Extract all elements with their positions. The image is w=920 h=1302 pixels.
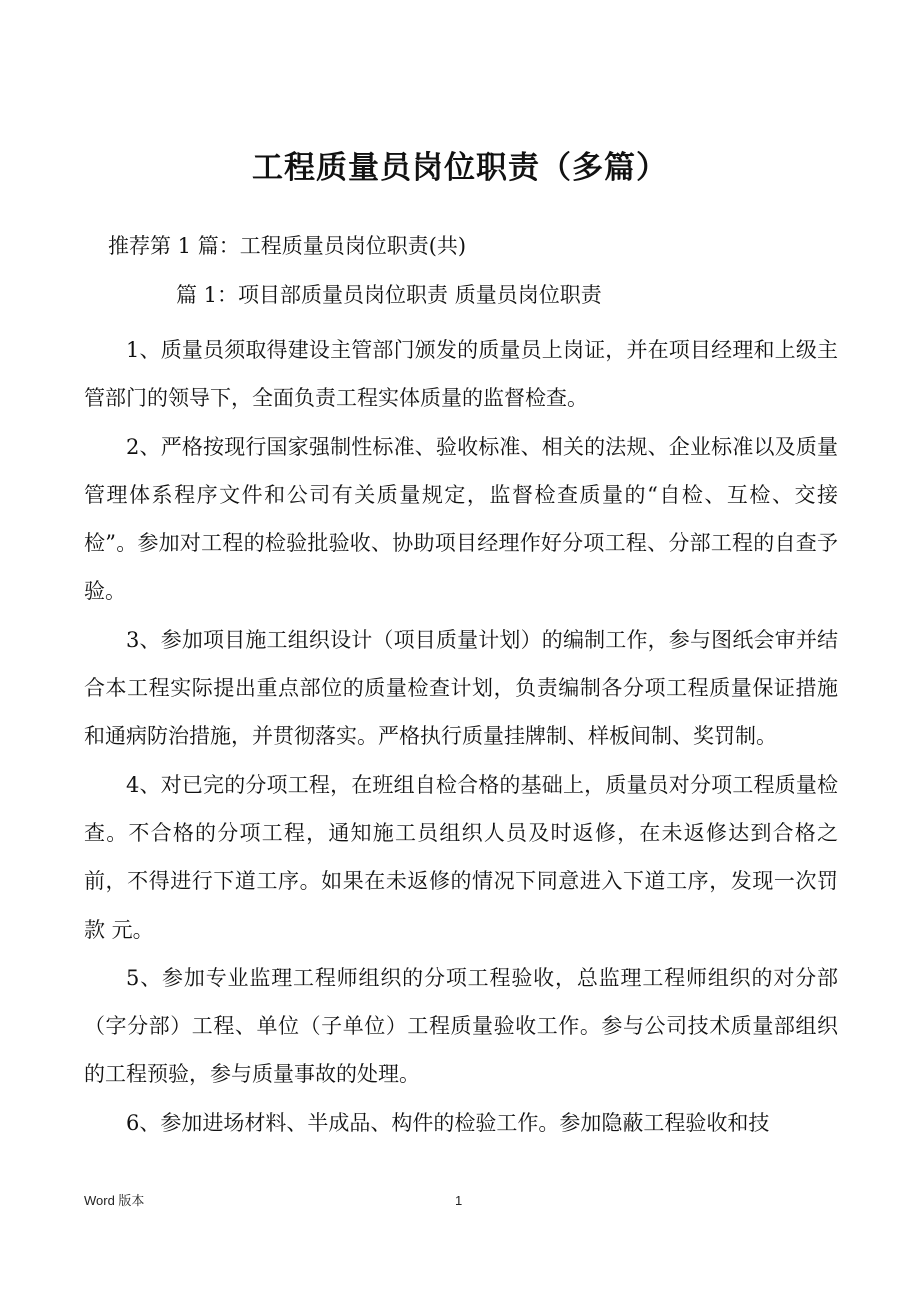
paragraph-1: 1、质量员须取得建设主管部门颁发的质量员上岗证，并在项目经理和上级主管部门的领导下，全面负责工程实体质量的监督检查。 xyxy=(84,338,838,411)
paragraph-5: 5、参加专业监理工程师组织的分项工程验收，总监理工程师组织的对分部（字分部）工程、单位（子单位）工程质量验收工作。参与公司技术质量部组织的工程预验，参与质量事故的处理。 xyxy=(84,965,838,1087)
document-title: 工程质量员岗位职责（多篇） xyxy=(252,150,668,186)
footer-version-label: Word 版本 xyxy=(84,1193,145,1208)
recommendation-subtitle: 推荐第 1 篇：工程质量员岗位职责(共) xyxy=(108,234,467,258)
paragraph-4: 4、对已完的分项工程，在班组自检合格的基础上，质量员对分项工程质量检查。不合格的分项工程，通知施工员组织人员及时返修，在未返修达到合格之前，不得进行下道工序。如果在未返修的情况下同意进入下道工序，发现一次罚款 元。 xyxy=(84,772,838,942)
footer-page-number: 1 xyxy=(455,1193,463,1208)
paragraph-6: 6、参加进场材料、半成品、构件的检验工作。参加隐蔽工程验收和技 xyxy=(126,1110,770,1135)
paragraph-2: 2、严格按现行国家强制性标准、验收标准、相关的法规、企业标准以及质量管理体系程序文件和公司有关质量规定，监督检查质量的“自检、互检、交接检”。参加对工程的检验批验收、协助项目经理作好分项工程、分部工程的自查予验。 xyxy=(84,434,838,604)
document-body xyxy=(84,326,838,1147)
section-heading: 篇 1：项目部质量员岗位职责 质量员岗位职责 xyxy=(176,283,602,307)
paragraph-3: 3、参加项目施工组织设计（项目质量计划）的编制工作，参与图纸会审并结合本工程实际提出重点部位的质量检查计划，负责编制各分项工程质量保证措施和通病防治措施，并贯彻落实。严格执行质量挂牌制、样板间制、奖罚制。 xyxy=(84,627,838,749)
